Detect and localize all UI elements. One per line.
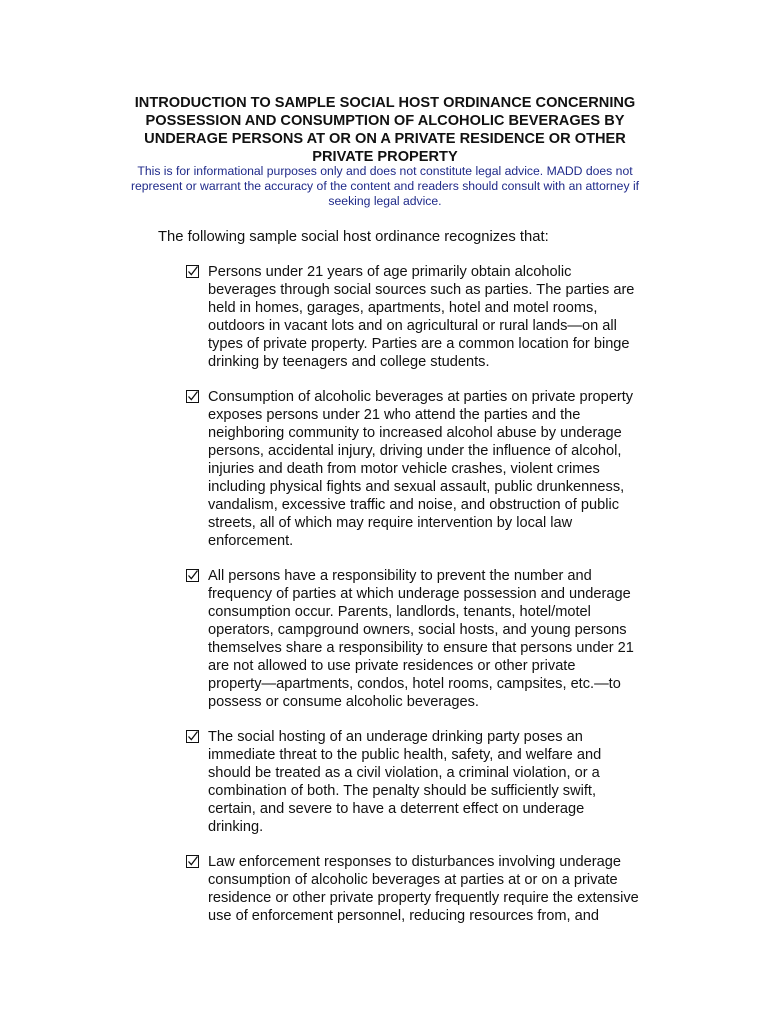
item-text-line: certain, and severe to have a deterrent effect on underage bbox=[208, 801, 585, 817]
title-line: INTRODUCTION TO SAMPLE SOCIAL HOST ORDINANCE CONCERNING bbox=[134, 95, 636, 111]
item-text-line: use of enforcement personnel, reducing resources from, and bbox=[208, 908, 600, 924]
item-text-line: The social hosting of an underage drinking party poses an bbox=[208, 729, 583, 745]
item-text-line: immediate threat to the public health, safety, and welfare and bbox=[208, 747, 602, 763]
list-item bbox=[186, 263, 666, 371]
item-text-line: enforcement. bbox=[208, 533, 294, 549]
title-line: UNDERAGE PERSONS AT OR ON A PRIVATE RESIDENCE OR OTHER bbox=[144, 131, 626, 147]
legal-disclaimer bbox=[110, 164, 660, 209]
item-text-line: outdoors in vacant lots and on agricultural or rural lands—on all bbox=[208, 318, 617, 334]
item-text-line: themselves share a responsibility to ensure that persons under 21 bbox=[208, 640, 634, 656]
item-text-line: held in homes, garages, apartments, hotel and motel rooms, bbox=[208, 300, 598, 316]
document-title bbox=[110, 94, 660, 166]
item-text-line: including physical fights and sexual assault, public drunkenness, bbox=[208, 479, 625, 495]
item-text-line: frequency of parties at which underage possession and underage bbox=[208, 586, 631, 602]
item-text-line: possess or consume alcoholic beverages. bbox=[208, 694, 479, 710]
item-text-line: All persons have a responsibility to prevent the number and bbox=[208, 568, 592, 584]
item-text-line: persons, accidental injury, driving under the influence of alcohol, bbox=[208, 443, 622, 459]
item-text-line: residence or other private property frequently require the extensive bbox=[208, 890, 639, 906]
checkbox-checked-icon bbox=[186, 265, 199, 278]
disclaimer-line: represent or warrant the accuracy of the content and readers should consult with an attorney if bbox=[130, 179, 640, 193]
item-text-line: Consumption of alcoholic beverages at parties on private property bbox=[208, 389, 634, 405]
item-text-line: Law enforcement responses to disturbances involving underage bbox=[208, 854, 621, 870]
item-text-line: consumption occur. Parents, landlords, tenants, hotel/motel bbox=[208, 604, 591, 620]
item-text-line: types of private property. Parties are a common location for binge bbox=[208, 336, 630, 352]
list-item bbox=[186, 388, 666, 550]
list-item bbox=[186, 728, 666, 836]
item-text-line: are not allowed to use private residences or other private bbox=[208, 658, 576, 674]
disclaimer-line: seeking legal advice. bbox=[328, 194, 442, 208]
item-text-line: operators, campground owners, social hosts, and young persons bbox=[208, 622, 627, 638]
checkbox-checked-icon bbox=[186, 390, 199, 403]
item-text-line: Persons under 21 years of age primarily obtain alcoholic bbox=[208, 264, 572, 280]
item-text-line: injuries and death from motor vehicle crashes, violent crimes bbox=[208, 461, 600, 477]
item-text-line: streets, all of which may require intervention by local law bbox=[208, 515, 573, 531]
list-item bbox=[186, 853, 666, 925]
title-line: POSSESSION AND CONSUMPTION OF ALCOHOLIC BEVERAGES BY bbox=[145, 113, 625, 129]
findings-list bbox=[186, 263, 666, 942]
checkbox-checked-icon bbox=[186, 730, 199, 743]
intro-paragraph: The following sample social host ordinance recognizes that: bbox=[158, 229, 549, 245]
item-text-line: drinking by teenagers and college students. bbox=[208, 354, 490, 370]
checkbox-checked-icon bbox=[186, 855, 199, 868]
item-text-line: should be treated as a civil violation, a criminal violation, or a bbox=[208, 765, 600, 781]
item-text-line: consumption of alcoholic beverages at parties at or on a private bbox=[208, 872, 618, 888]
item-text-line: combination of both. The penalty should be sufficiently swift, bbox=[208, 783, 597, 799]
title-line: PRIVATE PROPERTY bbox=[312, 149, 458, 165]
item-text-line: exposes persons under 21 who attend the parties and the bbox=[208, 407, 581, 423]
item-text-line: neighboring community to increased alcohol abuse by underage bbox=[208, 425, 622, 441]
item-text-line: vandalism, excessive traffic and noise, and obstruction of public bbox=[208, 497, 620, 513]
item-text-line: beverages through social sources such as parties. The parties are bbox=[208, 282, 635, 298]
checkbox-checked-icon bbox=[186, 569, 199, 582]
item-text-line: property—apartments, condos, hotel rooms, campsites, etc.—to bbox=[208, 676, 621, 692]
disclaimer-line: This is for informational purposes only and does not constitute legal advice. MADD does not bbox=[137, 164, 633, 178]
item-text-line: drinking. bbox=[208, 819, 264, 835]
list-item bbox=[186, 567, 666, 711]
